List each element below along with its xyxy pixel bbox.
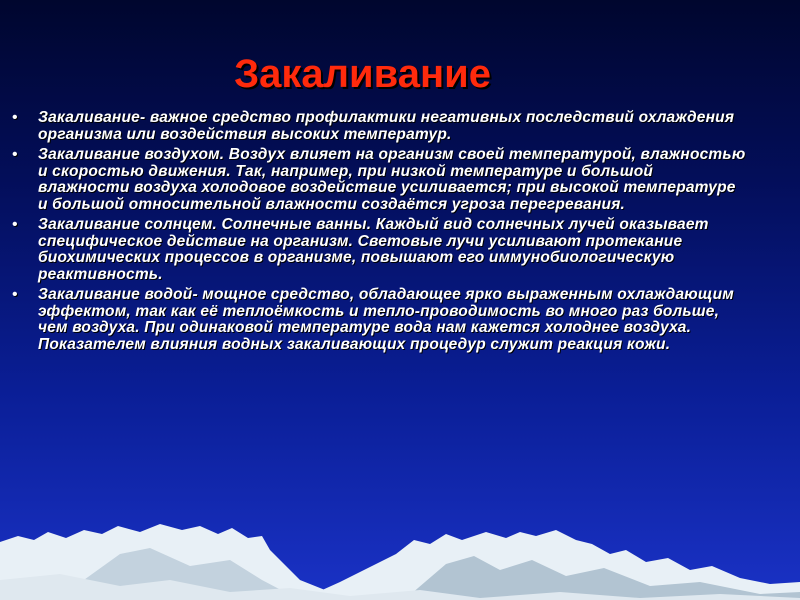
bullet-dot-icon: • [12, 286, 18, 303]
bullet-dot-icon: • [12, 109, 18, 126]
bullet-list [8, 110, 748, 357]
mountain-range-decoration [0, 510, 800, 600]
bullet-item [8, 287, 748, 353]
bullet-text: Закаливание водой- мощное средство, обладающее ярко выраженным охлаждающим эффектом, так как её теплоёмкость и тепло-проводимость во много раз больше, чем воздуха. При одинаковой температуре вода нам кажется холоднее воздуха. Показателем влияния водных закаливающих процедур служит реакция кожи. [38, 286, 734, 353]
bullet-text: Закаливание воздухом. Воздух влияет на организм своей температурой, влажностью и скоростью движения. Так, например, при низкой температуре и большой влажности воздуха холодовое воздействие усиливается; при высокой температуре и большой относительной влажности создаётся угроза перегревания. [38, 146, 746, 213]
slide-title: Закаливание [234, 52, 491, 96]
bullet-item [8, 110, 748, 143]
bullet-dot-icon: • [12, 146, 18, 163]
bullet-item [8, 147, 748, 213]
bullet-text: Закаливание- важное средство профилактики негативных последствий охлаждения организма или воздействия высоких температур. [38, 109, 735, 143]
bullet-item [8, 217, 748, 283]
bullet-dot-icon: • [12, 216, 18, 233]
bullet-text: Закаливание солнцем. Солнечные ванны. Каждый вид солнечных лучей оказывает специфическое действие на организм. Световые лучи усиливают протекание биохимических процессов в организме, повышают его иммунобиологическую реактивность. [38, 216, 709, 283]
